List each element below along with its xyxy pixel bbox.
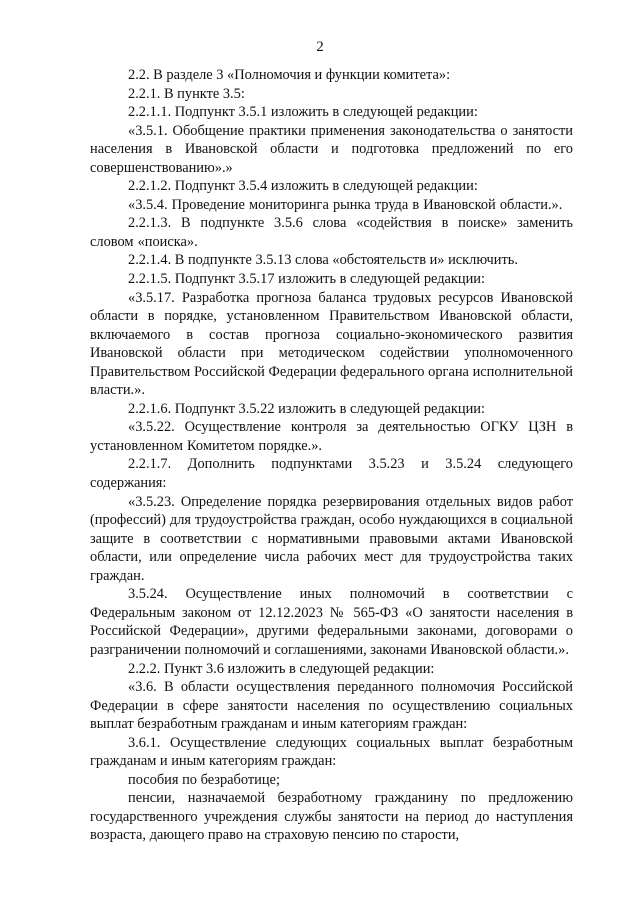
paragraph-2-2-1-5: 2.2.1.5. Подпункт 3.5.17 изложить в следующей редакции: — [128, 271, 486, 288]
paragraph-2-2-1: 2.2.1. В пункте 3.5: — [128, 85, 245, 102]
paragraph-3-5-22: «3.5.22. Осуществление контроля за деятельностью ОГКУ ЦЗН в установленном Комитетом порядке.». — [90, 419, 573, 454]
paragraph-3-5-23: «3.5.23. Определение порядка резервирования отдельных видов работ (профессий) для трудоустройства граждан, особо нуждающихся в социальной защите в соответствии с нормативными правовыми актами Ивановской области, или определение числа рабочих мест для трудоустройства таких граждан. — [90, 493, 573, 584]
paragraph-2-2-1-3: 2.2.1.3. В подпункте 3.5.6 слова «содействия в поиске» заменить словом «поиска». — [90, 215, 573, 250]
paragraph-3-5-24: 3.5.24. Осуществление иных полномочий в соответствии с Федеральным законом от 12.12.2023 № 565-ФЗ «О занятости населения в Российской Федерации», другими федеральными законами, договорами о разграничении полномочий и соглашениями, законами Ивановской области.». — [90, 586, 573, 658]
paragraph-3-6: «3.6. В области осуществления переданного полномочия Российской Федерации в сфере занятости населения по осуществлению социальных выплат безработным гражданам и иным категориям граждан: — [90, 679, 573, 733]
paragraph-3-5-1: «3.5.1. Обобщение практики применения законодательства о занятости населения в Ивановской области и подготовка предложений по его совершенствованию».» — [90, 122, 573, 176]
paragraph-3-5-17: «3.5.17. Разработка прогноза баланса трудовых ресурсов Ивановской области в порядке, установленном Правительством Ивановской области, включаемого в состав прогноза социально-экономического развития Ивановской области при методическом содействии уполномоченного Правительством Российской Федерации федерального органа исполнительной власти.». — [90, 289, 573, 399]
paragraph-2-2-2: 2.2.2. Пункт 3.6 изложить в следующей редакции: — [128, 660, 435, 677]
page-number: 2 — [316, 39, 324, 55]
document-body — [90, 66, 573, 845]
paragraph-pension: пенсии, назначаемой безработному гражданину по предложению государственного учреждения службы занятости на период до наступления возраста, дающего право на страховую пенсию по старости, — [90, 790, 573, 844]
paragraph-2-2: 2.2. В разделе 3 «Полномочия и функции комитета»: — [128, 67, 451, 83]
paragraph-2-2-1-7: 2.2.1.7. Дополнить подпунктами 3.5.23 и 3.5.24 следующего содержания: — [90, 456, 573, 492]
paragraph-2-2-1-1: 2.2.1.1. Подпункт 3.5.1 изложить в следующей редакции: — [128, 104, 478, 121]
paragraph-3-6-1: 3.6.1. Осуществление следующих социальных выплат безработным гражданам и иным категориям граждан: — [90, 734, 573, 770]
paragraph-2-2-1-2: 2.2.1.2. Подпункт 3.5.4 изложить в следующей редакции: — [128, 178, 478, 195]
paragraph-2-2-1-4: 2.2.1.4. В подпункте 3.5.13 слова «обстоятельств и» исключить. — [128, 252, 518, 269]
paragraph-3-5-4: «3.5.4. Проведение мониторинга рынка труда в Ивановской области.». — [128, 196, 563, 213]
paragraph-2-2-1-6: 2.2.1.6. Подпункт 3.5.22 изложить в следующей редакции: — [128, 400, 486, 417]
paragraph-unemployment-benefit: пособия по безработице; — [128, 771, 280, 788]
